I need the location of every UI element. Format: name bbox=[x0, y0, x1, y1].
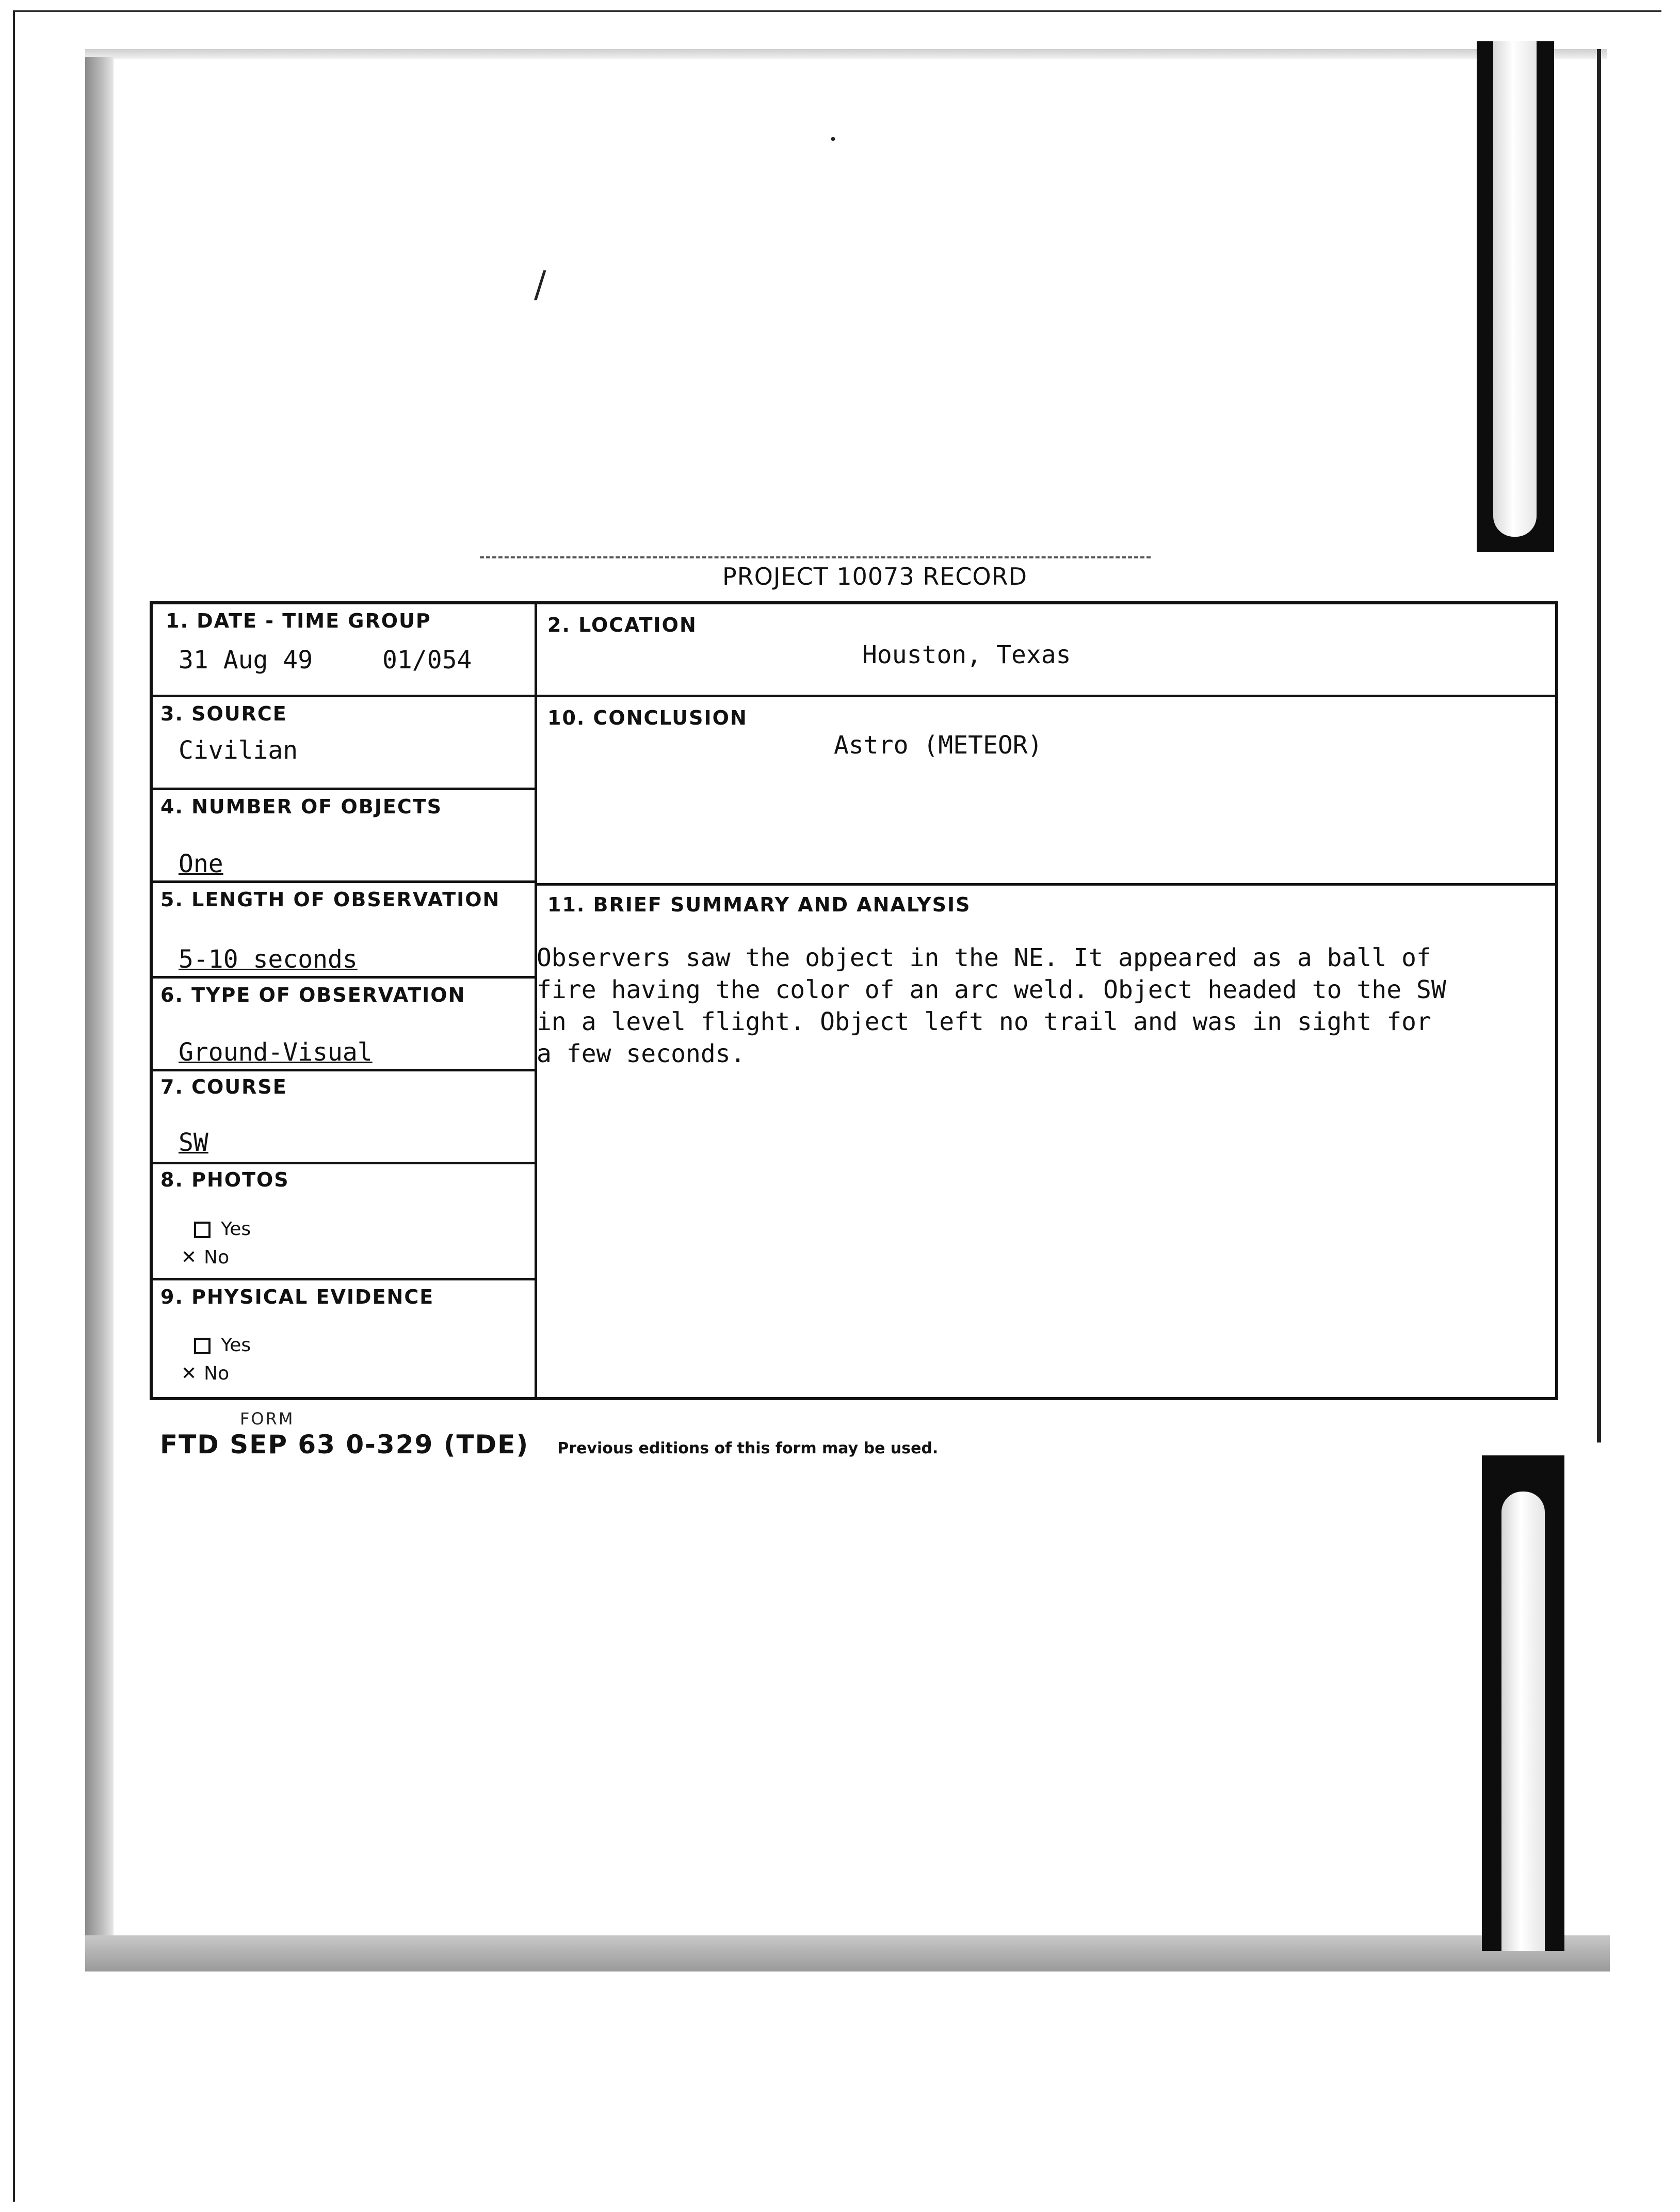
stray-mark: / bbox=[534, 263, 546, 306]
form-title: PROJECT 10073 RECORD bbox=[722, 563, 1028, 590]
check-mark-icon: ✕ bbox=[181, 1363, 197, 1384]
course-label: 7. COURSE bbox=[160, 1076, 287, 1098]
page-shadow-top bbox=[85, 49, 1607, 59]
length-of-observation-label: 5. LENGTH OF OBSERVATION bbox=[160, 888, 500, 911]
row-divider bbox=[153, 976, 537, 979]
dashed-rule bbox=[480, 556, 1151, 558]
summary-text: Observers saw the object in the NE. It appeared as a ball of fire having the color of an arc weld. Object headed to the SW in a level flight. Object left no trail and was in sight for a few seconds. bbox=[537, 943, 1446, 1068]
form-footer bbox=[160, 1430, 938, 1460]
page-shadow-left bbox=[85, 57, 114, 1935]
number-of-objects-value: One bbox=[179, 849, 223, 878]
form-edition-note: Previous editions of this form may be used. bbox=[557, 1439, 939, 1457]
photos-label: 8. PHOTOS bbox=[160, 1168, 289, 1191]
physical-evidence-label: 9. PHYSICAL EVIDENCE bbox=[160, 1286, 434, 1308]
photos-yes-option: Yes bbox=[194, 1219, 251, 1240]
row-divider bbox=[153, 788, 537, 790]
binder-clip-bottom bbox=[1482, 1455, 1564, 1951]
conclusion-value: Astro (METEOR) bbox=[834, 731, 1043, 760]
source-value: Civilian bbox=[179, 736, 298, 765]
photos-no-option: ✕ No bbox=[181, 1247, 230, 1268]
time-value: 01/054 bbox=[382, 646, 472, 675]
row-divider bbox=[153, 695, 537, 697]
location-value: Houston, Texas bbox=[862, 640, 1071, 669]
binder-clip-top bbox=[1477, 41, 1554, 552]
location-label: 2. LOCATION bbox=[547, 614, 697, 636]
page-shadow-bottom bbox=[85, 1935, 1610, 1971]
row-divider bbox=[153, 1278, 537, 1280]
conclusion-label: 10. CONCLUSION bbox=[547, 707, 748, 729]
course-value: SW bbox=[179, 1128, 208, 1157]
physical-evidence-yes-option: Yes bbox=[194, 1335, 251, 1356]
row-divider bbox=[153, 1069, 537, 1071]
physical-evidence-no-option: ✕ No bbox=[181, 1363, 230, 1384]
row-divider bbox=[153, 880, 537, 883]
type-of-observation-value: Ground-Visual bbox=[179, 1038, 373, 1067]
physical-evidence-yes-checkbox bbox=[194, 1338, 211, 1354]
summary-label: 11. BRIEF SUMMARY AND ANALYSIS bbox=[547, 893, 971, 916]
date-time-group-label: 1. DATE - TIME GROUP bbox=[166, 610, 431, 632]
source-label: 3. SOURCE bbox=[160, 702, 287, 725]
page-right-edge bbox=[1597, 49, 1601, 1442]
form-identifier: FTD SEP 63 0-329 (TDE) bbox=[160, 1430, 529, 1460]
number-of-objects-label: 4. NUMBER OF OBJECTS bbox=[160, 795, 443, 818]
photos-yes-checkbox bbox=[194, 1222, 211, 1238]
date-value: 31 Aug 49 bbox=[179, 646, 313, 675]
row-divider bbox=[535, 883, 1556, 886]
footer-form-word: FORM bbox=[240, 1409, 295, 1429]
check-mark-icon: ✕ bbox=[181, 1247, 197, 1268]
row-divider bbox=[153, 1162, 537, 1164]
stray-mark: · bbox=[828, 121, 838, 157]
length-of-observation-value: 5-10 seconds bbox=[179, 945, 358, 974]
type-of-observation-label: 6. TYPE OF OBSERVATION bbox=[160, 984, 466, 1006]
row-divider bbox=[535, 695, 1556, 697]
